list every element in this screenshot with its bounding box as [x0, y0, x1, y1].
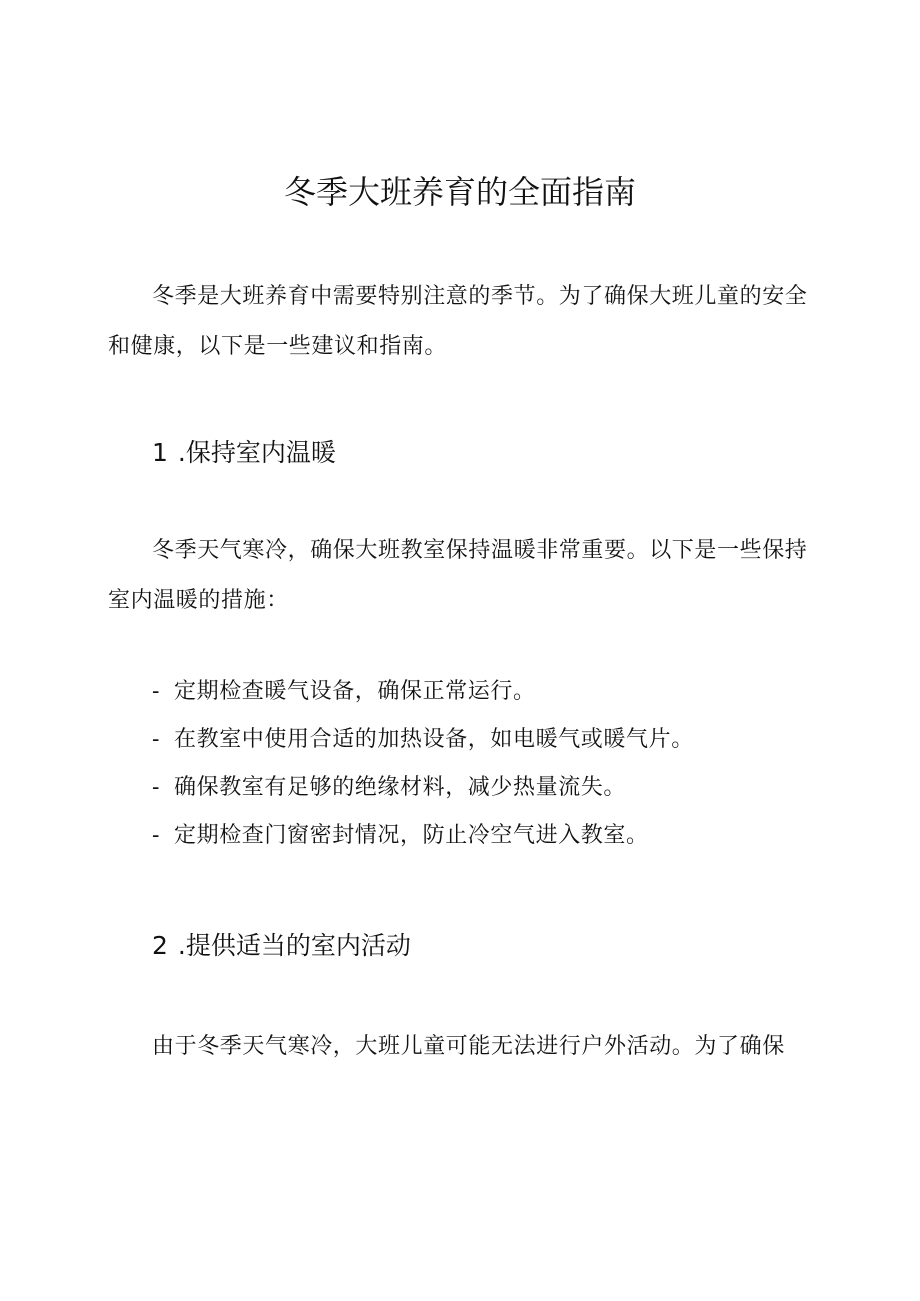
list-item [152, 812, 812, 860]
section-2-paragraph: 由于冬季天气寒冷，大班儿童可能无法进行户外活动。为了确保 [152, 1034, 785, 1059]
bullet-dash: - [152, 823, 161, 848]
intro-paragraph: 冬季是大班养育中需要特别注意的季节。为了确保大班儿童的安全和健康，以下是一些建议和指南。 [108, 284, 808, 359]
document-title: 冬季大班养育的全面指南 [283, 173, 636, 211]
list-item [152, 668, 812, 716]
section-1-title: .保持室内温暖 [177, 438, 336, 467]
list-item-text: 定期检查暖气设备，确保正常运行。 [174, 679, 536, 704]
section-1-paragraph: 冬季天气寒冷，确保大班教室保持温暖非常重要。以下是一些保持室内温暖的措施： [108, 538, 808, 613]
list-item [152, 764, 812, 812]
section-2-title: .提供适当的室内活动 [177, 931, 411, 960]
bullet-dash: - [152, 679, 161, 704]
list-item-text: 在教室中使用合适的加热设备，如电暖气或暖气片。 [174, 727, 694, 752]
list-item-text: 确保教室有足够的绝缘材料，减少热量流失。 [174, 775, 627, 800]
list-item [152, 716, 812, 764]
bullet-dash: - [152, 727, 161, 752]
list-item-text: 定期检查门窗密封情况，防止冷空气进入教室。 [174, 823, 649, 848]
bullet-dash: - [152, 775, 161, 800]
section-1-heading [152, 433, 336, 473]
section-1-number: 1 [152, 438, 168, 467]
section-1-list [152, 668, 812, 860]
section-2-number: 2 [152, 931, 168, 960]
section-2-heading [152, 926, 411, 966]
